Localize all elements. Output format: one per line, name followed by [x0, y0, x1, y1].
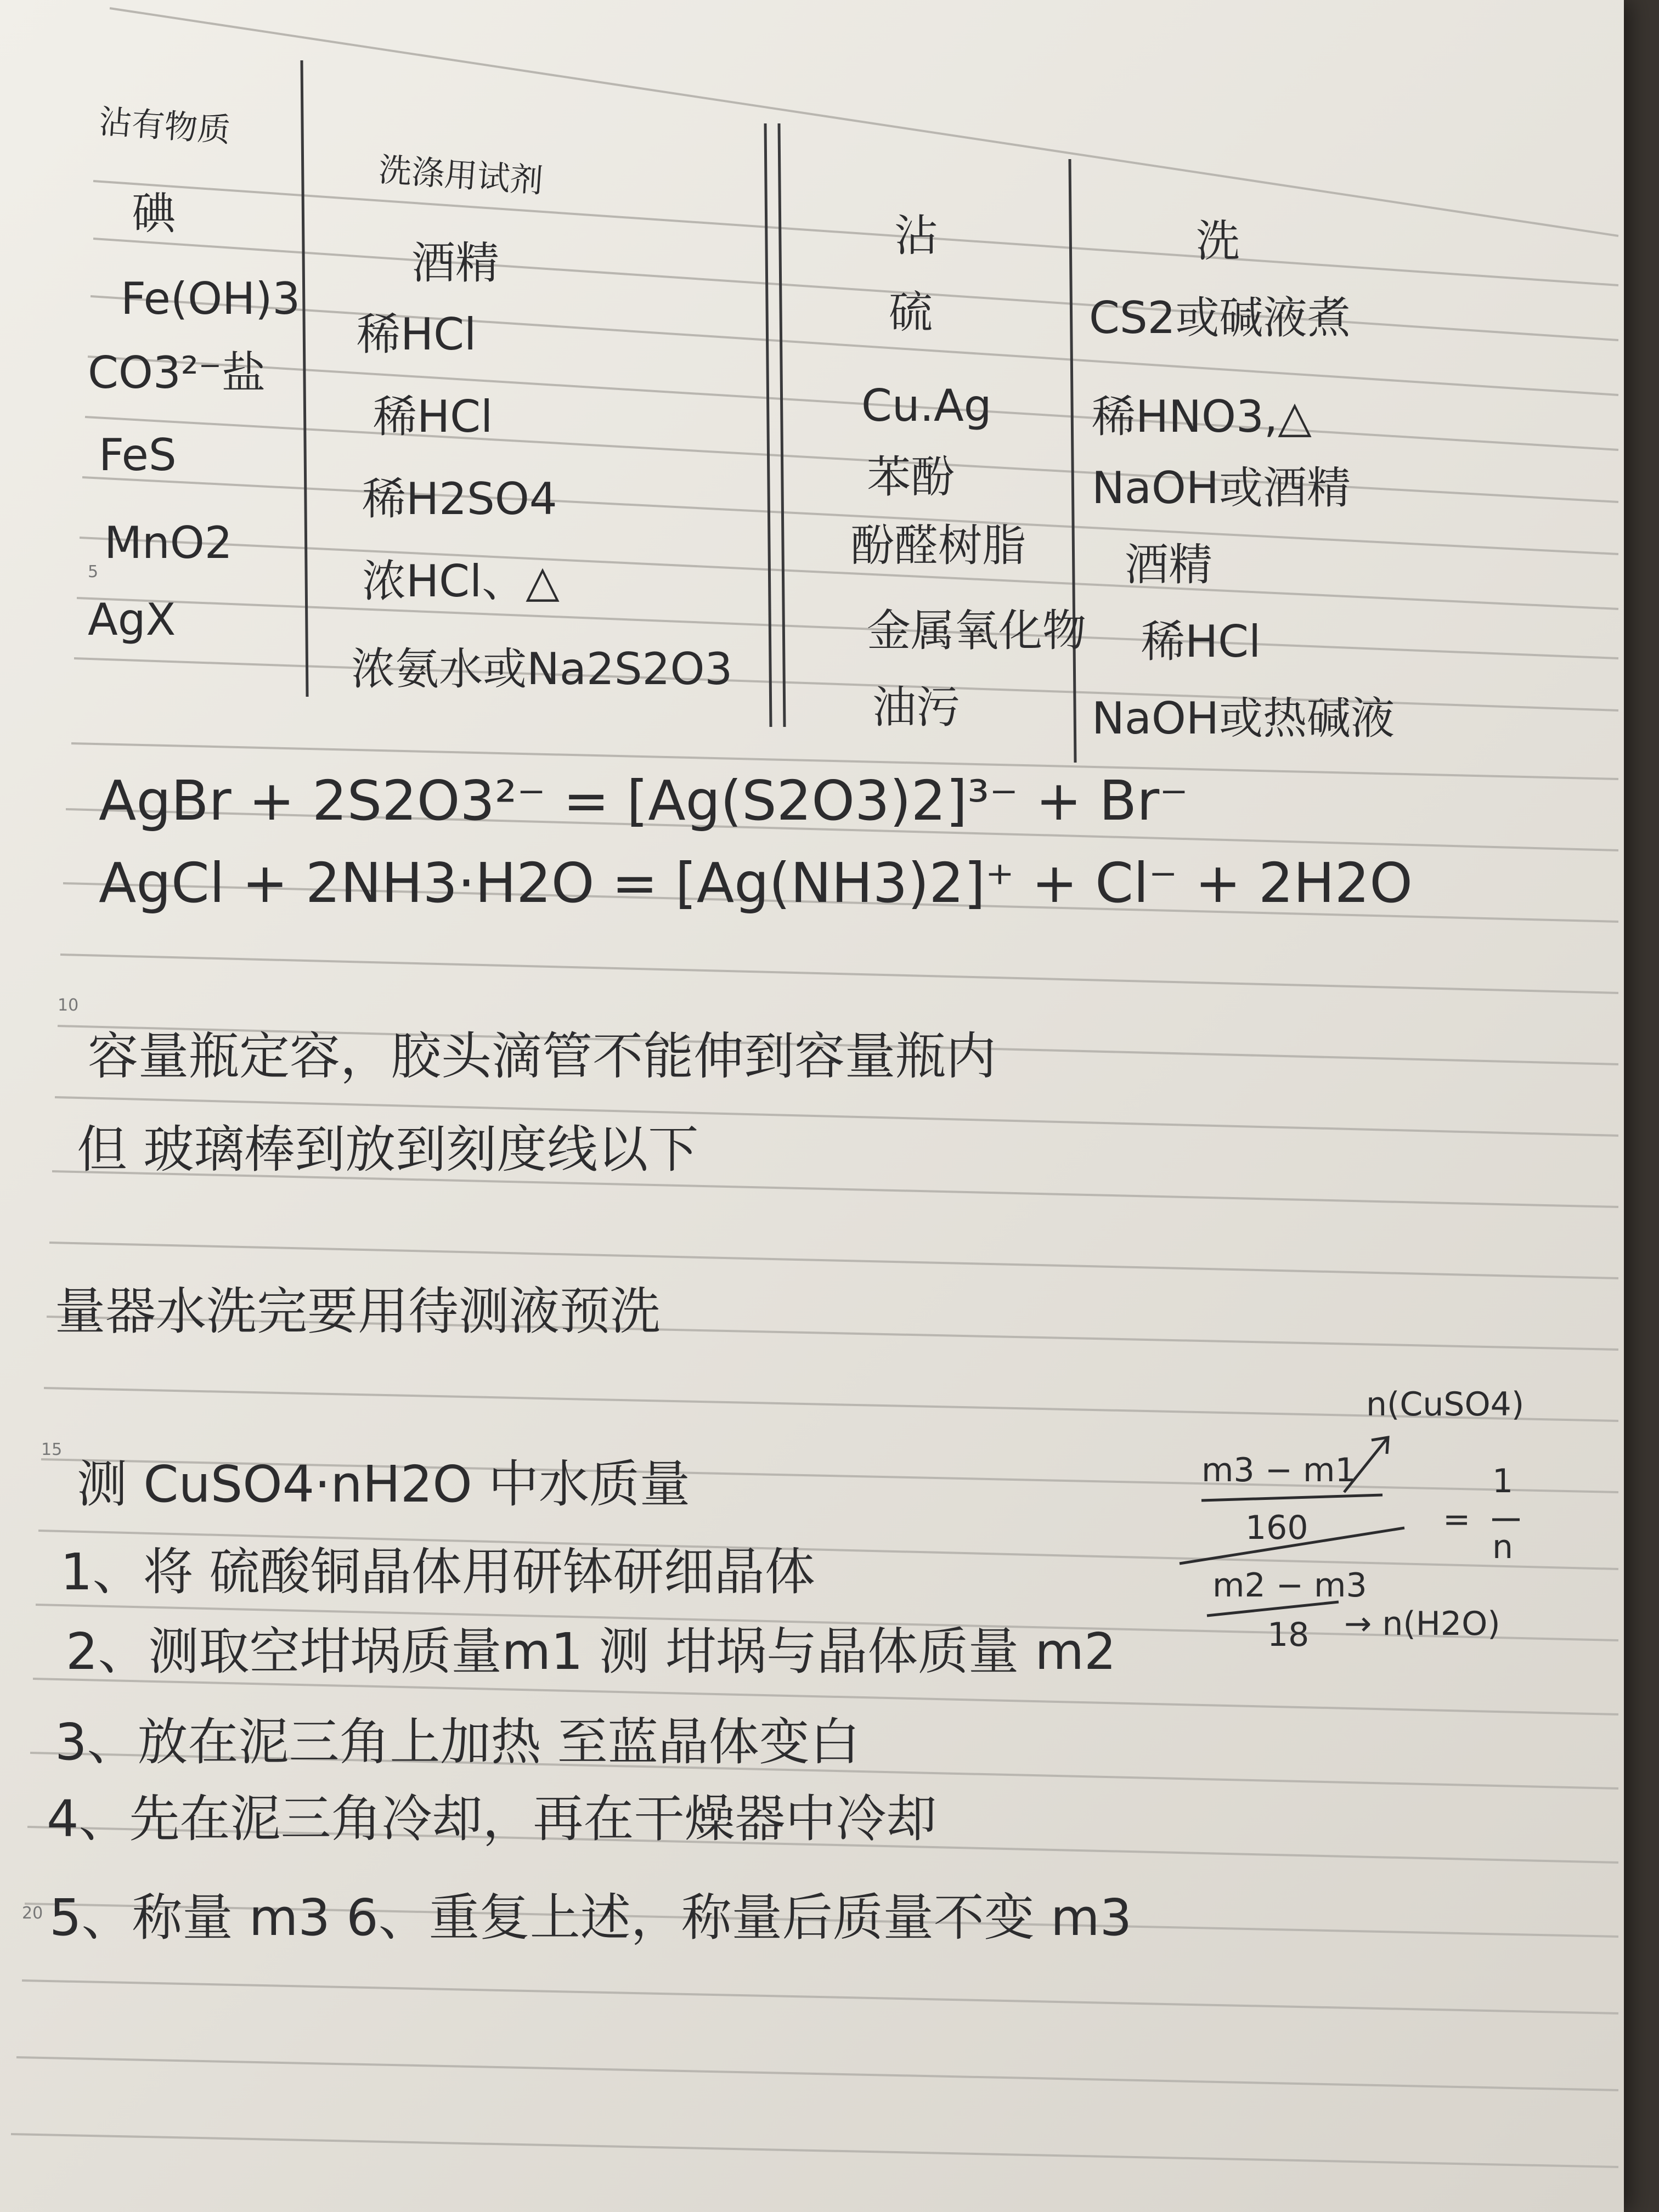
table-cell: 碘 — [132, 188, 176, 239]
table-cell: 油污 — [872, 682, 960, 733]
formula-rhs-num: 1 — [1492, 1462, 1514, 1500]
table-cell: 酒精 — [1125, 539, 1212, 590]
table-cell: 酚醛树脂 — [850, 520, 1026, 571]
experiment-step: 4、先在泥三角冷却，再在干燥器中冷却 — [47, 1790, 937, 1848]
formula-equals: = — [1443, 1500, 1471, 1539]
experiment-title: 测 CuSO4·nH2O 中水质量 — [77, 1455, 691, 1514]
table-cell: 苯酚 — [867, 452, 955, 503]
table-header: 沾 — [894, 210, 938, 261]
table-header: 洗 — [1196, 216, 1240, 267]
formula-label-bottom: → n(H2O) — [1344, 1605, 1500, 1643]
formula-numerator-den: 160 — [1245, 1509, 1308, 1547]
table-cell: FeS — [99, 430, 177, 481]
table-cell: 稀HNO3,△ — [1092, 391, 1312, 442]
table-cell: 金属氧化物 — [867, 605, 1086, 656]
table-cell: 稀HCl — [357, 309, 477, 360]
table-cell: Cu.Ag — [861, 380, 992, 431]
table-cell: CS2或碱液煮 — [1089, 292, 1351, 343]
experiment-step: 2、测取空坩埚质量m1 测 坩埚与晶体质量 m2 — [66, 1622, 1116, 1681]
note-line: 但 玻璃棒到放到刻度线以下 — [77, 1120, 699, 1179]
table-cell: 稀H2SO4 — [362, 473, 557, 524]
formula-label-top: n(CuSO4) — [1366, 1385, 1525, 1424]
table-cell: 硫 — [889, 287, 933, 338]
line-number: 20 — [22, 1904, 43, 1923]
table-cell: 稀HCl — [373, 391, 493, 442]
experiment-step: 3、放在泥三角上加热 至蓝晶体变白 — [55, 1713, 860, 1771]
table-cell: NaOH或热碱液 — [1092, 693, 1395, 744]
table-cell: 稀HCl — [1141, 616, 1261, 667]
formula-denominator-den: 18 — [1267, 1616, 1310, 1654]
table-cell: 浓HCl、△ — [362, 556, 560, 607]
line-number: 5 — [88, 562, 99, 582]
experiment-step: 1、将 硫酸铜晶体用研钵研细晶体 — [60, 1543, 815, 1601]
formula-denominator-expr: m2 − m3 — [1212, 1566, 1367, 1605]
note-line: 量器水洗完要用待测液预洗 — [55, 1282, 661, 1341]
table-cell: Fe(OH)3 — [121, 273, 301, 324]
table-cell: 酒精 — [411, 238, 499, 289]
note-line: 容量瓶定容，胶头滴管不能伸到容量瓶内 — [88, 1027, 997, 1086]
table-cell: 浓氨水或Na2S2O3 — [351, 644, 733, 695]
table-cell: CO3²⁻盐 — [88, 347, 266, 398]
equation: AgCl + 2NH3·H2O = [Ag(NH3)2]⁺ + Cl⁻ + 2H2O — [99, 851, 1413, 915]
table-header: 洗涤用试剂 — [377, 150, 545, 201]
line-number: 15 — [41, 1440, 63, 1459]
formula-numerator-expr: m3 − m1 — [1201, 1451, 1356, 1489]
formula-rhs-den: n — [1492, 1528, 1514, 1566]
experiment-step: 5、称量 m3 6、重复上述，称量后质量不变 m3 — [49, 1888, 1132, 1947]
table-cell: NaOH或酒精 — [1092, 462, 1351, 514]
equation: AgBr + 2S2O3²⁻ = [Ag(S2O3)2]³⁻ + Br⁻ — [99, 769, 1188, 833]
line-number: 10 — [58, 996, 79, 1015]
table-cell: MnO2 — [104, 517, 233, 568]
table-header: 沾有物质 — [97, 102, 232, 150]
table-cell: AgX — [88, 594, 176, 645]
